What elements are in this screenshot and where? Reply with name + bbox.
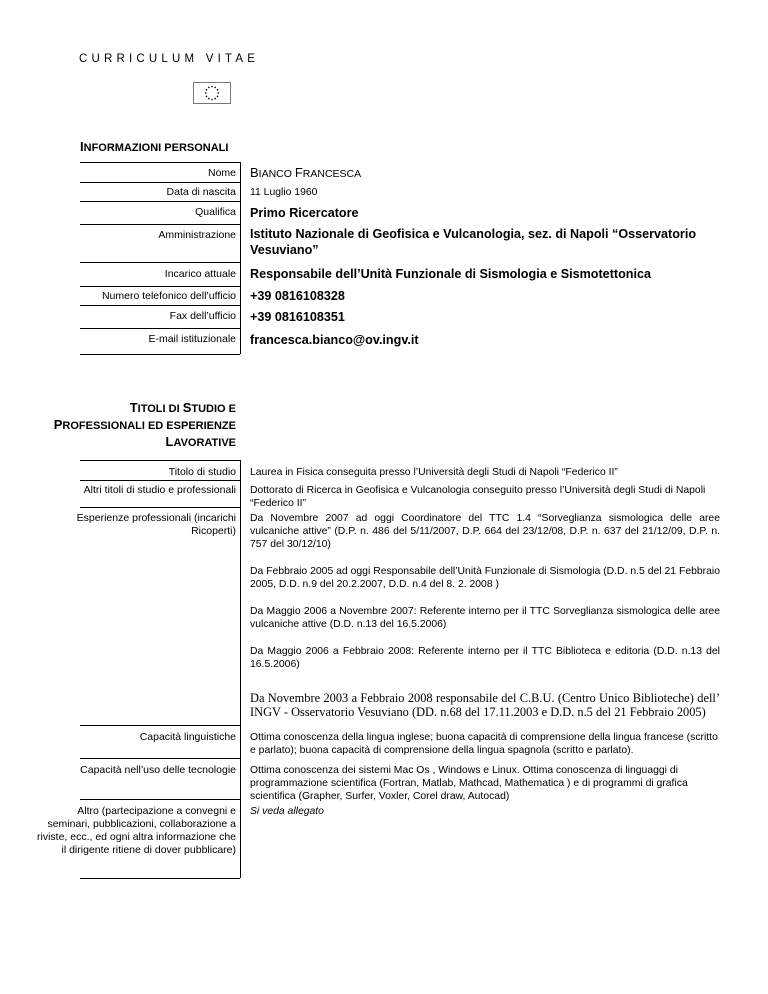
label-altri-titoli: Altri titoli di studio e professionali [83, 484, 236, 496]
value-lingue: Ottima conoscenza della lingua inglese; buona capacità di comprensione della lingua francese (scritto e parlato); buona capacità di comprensione della lingua spagnola (scritto e parlato). [250, 732, 718, 756]
esperienza-1: Da Novembre 2007 ad oggi Coordinatore del TTC 1.4 “Sorveglianza sismologica delle aree vulcaniche attive” (D.P. n. 486 del 5/11/2007, D.P. 664 del 23/12/08, D.P. n. 637 del 21/12/09, D.P. n. 757 del 30/12/10) [250, 513, 720, 550]
label-lingue: Capacità linguistiche [139, 731, 236, 743]
divider [80, 162, 240, 163]
divider [80, 354, 240, 355]
value-tecnologie: Ottima conoscenza dei sistemi Mac Os , Windows e Linux. Ottima conoscenza di linguaggi di programmazione scientifica (Fortran, Matlab, Mathcad, Mathematica ) e di programmi di grafica scientifica (Grapher, Surfer, Voxler, Corel draw, Autocad) [250, 765, 688, 802]
section-title-titoli: TITOLI DI STUDIO E PROFESSIONALI ED ESPERIENZE LAVORATIVE [53, 400, 236, 449]
cv-title: CURRICULUM VITAE [79, 53, 260, 65]
value-titolo-studio: Laurea in Fisica conseguita presso l’Università degli Studi di Napoli “Federico II” [250, 467, 618, 478]
section-title-personal: INFORMAZIONI PERSONALI [80, 139, 229, 154]
label-tecnologie: Capacità nell’uso delle tecnologie [80, 764, 236, 776]
eu-flag-icon [193, 82, 231, 104]
label-esperienze: Esperienze professionali (incarichi Ricoperti) [76, 512, 236, 537]
label-data-nascita: Data di nascita [166, 186, 236, 198]
value-incarico: Responsabile dell’Unità Funzionale di Sismologia e Sismotettonica [250, 267, 651, 281]
divider [80, 507, 240, 508]
divider [80, 725, 240, 726]
divider [80, 224, 240, 225]
label-telefono: Numero telefonico dell’ufficio [101, 290, 236, 302]
value-email: francesca.bianco@ov.ingv.it [250, 333, 419, 347]
divider [80, 262, 240, 263]
esperienza-3: Da Maggio 2006 a Novembre 2007: Referente interno per il TTC Sorveglianza sismologica delle aree vulcaniche attive (D.D. n.13 del 16.5.2006) [250, 606, 720, 630]
divider [80, 480, 240, 481]
divider [80, 799, 240, 800]
value-telefono: +39 0816108328 [250, 289, 345, 303]
label-nome: Nome [207, 167, 236, 179]
label-incarico: Incarico attuale [164, 268, 236, 280]
divider [80, 305, 240, 306]
divider [80, 182, 240, 183]
esperienza-2: Da Febbraio 2005 ad oggi Responsabile dell’Unità Funzionale di Sismologia (D.D. n.5 del 21 Febbraio 2005, D.D. n.9 del 20.2.2007, D.D. n.4 del 8. 2. 2008 ) [250, 566, 720, 590]
label-titolo-studio: Titolo di studio [168, 466, 236, 478]
divider [80, 878, 240, 879]
esperienza-4: Da Maggio 2006 a Febbraio 2008: Referente interno per il TTC Biblioteca e editoria (D.D. n.13 del 16.5.2006) [250, 646, 720, 670]
esperienza-5: Da Novembre 2003 a Febbraio 2008 responsabile del C.B.U. (Centro Unico Biblioteche) dell’ INGV - Osservatorio Vesuviano (DD. n.68 del 17.11.2003 e D.D. n.5 del 21 Febbraio 2005) [250, 691, 720, 719]
label-fax: Fax dell’ufficio [169, 310, 236, 322]
column-divider [240, 460, 241, 878]
value-nome: BIANCO FRANCESCA [250, 165, 362, 180]
value-data-nascita: 11 Luglio 1960 [250, 187, 318, 198]
column-divider [240, 162, 241, 354]
value-altri-titoli: Dottorato di Ricerca in Geofisica e Vulcanologia conseguito presso l’Università degli Studi di Napoli “Federico II” [250, 485, 706, 509]
value-fax: +39 0816108351 [250, 310, 345, 324]
label-amministrazione: Amministrazione [158, 229, 236, 241]
divider [80, 758, 240, 759]
value-esperienze [250, 512, 720, 719]
divider [80, 201, 240, 202]
label-email: E-mail istituzionale [148, 333, 236, 345]
value-qualifica: Primo Ricercatore [250, 206, 359, 220]
divider [80, 286, 240, 287]
divider [80, 460, 240, 461]
value-amministrazione: Istituto Nazionale di Geofisica e Vulcanologia, sez. di Napoli “Osservatorio Vesuviano” [250, 227, 697, 257]
label-altro: Altro (partecipazione a convegni e seminari, pubblicazioni, collaborazione a riviste, ecc., ed ogni altra informazione che il dirigente ritiene di dover pubblicare) [36, 805, 236, 856]
divider [80, 328, 240, 329]
value-altro: Si veda allegato [250, 806, 324, 817]
label-qualifica: Qualifica [195, 206, 236, 218]
